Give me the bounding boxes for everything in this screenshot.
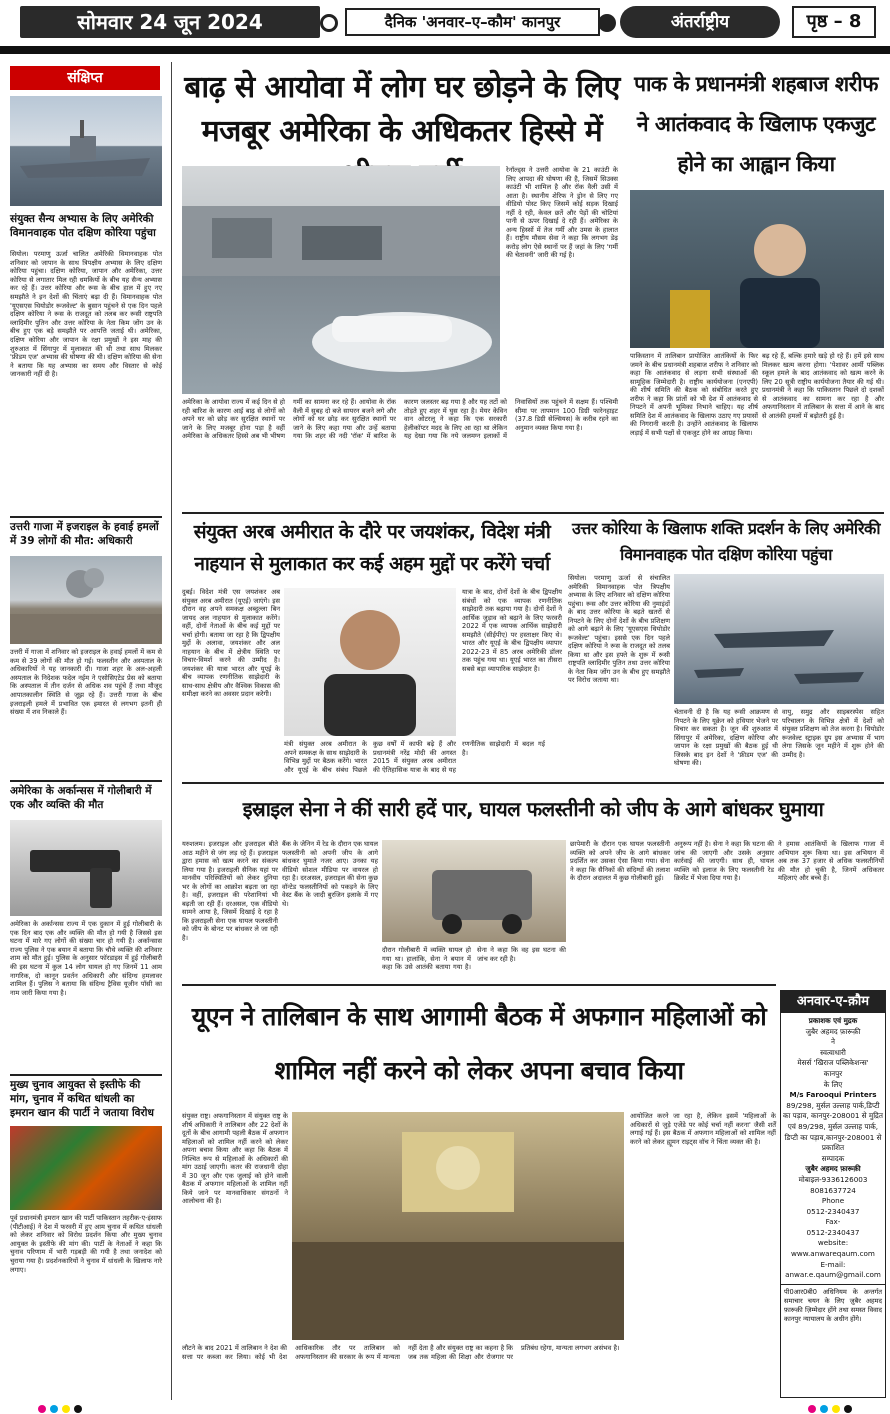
magenta-dot-icon	[808, 1405, 816, 1413]
briefs-label: संक्षिप्त	[10, 66, 160, 90]
article-body: आयोजित करने जा रहा है, लेकिन इसमें 'महिलाओं के अधिकारों से जुड़े एजेंडे पर कोई चर्चा नहीं करना' जैसी शर्तें लगाई गई हैं। इस बैठक में अफगान महिलाओं को शामिल नहीं करने को लेकर ह्यूमन राइट्स वॉच ने चिंता व्यक्त की है।	[630, 1112, 776, 1146]
imprint-line: Phone	[821, 1196, 845, 1206]
flood-photo	[182, 166, 500, 394]
divider	[10, 516, 162, 518]
imprint-line: के लिए	[823, 1079, 843, 1089]
carrier-photo	[674, 574, 884, 704]
divider	[182, 512, 884, 514]
imprint-lines	[781, 1013, 885, 1284]
imprint-box	[780, 990, 886, 1398]
warship-icon	[10, 96, 162, 206]
person-icon	[630, 190, 884, 348]
yellow-dot-icon	[832, 1405, 840, 1413]
cyan-dot-icon	[50, 1405, 58, 1413]
imprint-line: M/s Farooqui Printers	[789, 1090, 877, 1100]
imprint-title: अनवार-ए-क़ौम	[781, 991, 885, 1013]
article-body: रेनॉल्ड्स ने उत्तरी आयोवा के 21 काउंटी के लिए आपदा की घोषणा की है, जिसमें सिउक्स काउंटी भी शामिल है और रॉक वैली उसी में आता है। स्थानीय शेरिफ ने ड्रोन से लिए गए वीडियो पोस्ट किए जिसमें कोई सड़क दिखाई नहीं दे रही, केवल छतें और पेड़ों की चोटियां पानी से ऊपर दिखाई दे रही हैं। अमेरिका के अन्य हिस्सों में तेज गर्मी और उमस के हालात हैं। राष्ट्रीय मौसम सेवा ने कहा कि लगभग डेढ़ करोड़ लोग ऐसे स्थानों पर हैं जहां के लिए 'गर्मी की चेतावनी' जारी की गई है।	[506, 166, 618, 259]
article-body: दौरान गोलीबारी में व्यक्ति घायल हो गया था। हालांकि, सेना ने बयान में कहा कि उसे आतंकी बताया गया है। सेना ने कहा कि वह इस घटना की जांच कर रही है।	[382, 946, 566, 971]
brief-body: उत्तरी में गाजा में शनिवार को इजराइल के हवाई हमलों में कम से कम से 39 लोगों की मौत हो गई। फलस्तीन और अस्पताल के अधिकारियों ने यह जानकारी दी। गाजा शहर के अल-अहली अस्पताल के निदेशक फदेल नईम ने एसोसिएटेड प्रेस को बताया कि अस्पताल में तीन दर्जन से अधिक शव पहुंचे हैं तथा मौजूद आपातकालीन स्थिति से जूझ रहे हैं। उत्तरी गाजा के बीच इजराइली हमले में प्रभावित एक इमारत से लगभग इतनी ही संख्या में शव निकाले हैं।	[10, 648, 162, 717]
brief-body: अमेरिका के अर्कान्सस राज्य में एक दुकान में हुई गोलीबारी के एक दिन बाद एक और व्यक्ति की मौत हो गयी है जिससे इस घटना में मारे गए लोगों की संख्या चार हो गयी है। अर्कान्सास राज्य पुलिस ने एक बयान में बताया कि चौथे व्यक्ति की शनिवार शाम को मौत हुई। पुलिस के अनुसार फॉरडाइस में हुई गोलीबारी की इस घटना में कुल 14 लोग घायल हो गए जिनमें 11 आम नागरिक, दो कानून प्रवर्तन अधिकारी और संदिग्ध हमलावर शामिल हैं। पुलिस ने बताया कि संदिग्ध ट्रैविस यूजीन पॉसी का नाम जारी किया गया है।	[10, 920, 162, 997]
protest-photo	[10, 1126, 162, 1210]
headline-un: यूएन ने तालिबान के साथ आगामी बैठक में अफगान महिलाओं को शामिल नहीं करने को लेकर अपना बचाव किया	[191, 1002, 767, 1085]
imprint-line: मोबाइल-9336126003	[798, 1174, 868, 1184]
article-body: छापेमारी के दौरान एक घायल फलस्तीनी व्यक्ति को अपने जीप के आगे बांधकर प्रदर्शित कर उसका ऐसा किया गया। सेना ने कहा कि सैनिकों की संदिग्धों की तलाश के दौरान अदालत में कुछ गोलीबारी हुई।	[570, 840, 670, 882]
brief-headline: उत्तरी गाजा में इजराइल के हवाई हमलों में 39 लोगों की मौत: अधिकारी	[10, 521, 159, 547]
article-body: लौटने के बाद 2021 में तालिबान ने देश की सत्ता पर कब्जा कर लिया। कोई भी देश आधिकारिक तौर पर तालिबान को अफगानिस्तान की सरकार के रूप में मान्यता नहीं देता है और संयुक्त राष्ट्र का कहना है कि जब तक महिला की शिक्षा और रोजगार पर प्रतिबंध रहेगा, मान्यता लगभग असंभव है।	[182, 1344, 620, 1361]
article-body: दुबई। विदेश मंत्री एस जयशंकर अब संयुक्त अरब अमीरात (यूएई) जाएंगे। इस दौरान वह अपने समकक्ष अब्दुल्ला बिन जायद अल नाहयान से मुलाकात करेंगे। वहीं, दोनों नेताओं के बीच कई मुद्दों पर चर्चा होगी। बताया जा रहा है कि द्विपक्षीय मुद्दों के अलावा, जयशंकर और अल नाहयान के बीच में क्षेत्रीय स्थिति पर विचार-विमर्श करने की उम्मीद है। जयशंकर की यात्रा भारत और यूएई के बीच व्यापक रणनीतिक साझेदारी के साथ-साथ क्षेत्रीय और वैश्विक विकास की समीक्षा करने का अवसर प्रदान करेगी।	[182, 588, 280, 698]
pistol-icon	[10, 820, 162, 916]
circle-icon	[320, 14, 338, 32]
yellow-dot-icon	[62, 1405, 70, 1413]
imprint-line: anwar.e.qaum@gmail.com	[785, 1270, 881, 1280]
brief-body: पूर्व प्रधानमंत्री इमरान खान की पार्टी पाकिस्तान तहरीक-ए-इंसाफ (पीटीआई) ने देश में फरवरी में हुए आम चुनाव में कथित धांधली को लेकर शनिवार को विरोध प्रदर्शन किया और मुख्य चुनाव आयुक्त के इस्तीफे की मांग की। पार्टी के नेताओं ने कहा कि चुनाव परिणाम में भारी गड़बड़ी की गयी है तथा जनादेश को चुराया गया है। प्रदर्शनकारियों ने चुनाव में धांधली के खिलाफ नारे लगाए।	[10, 1214, 162, 1274]
imprint-line: जुबैर अहमद फ़ारूक़ी	[805, 1026, 861, 1036]
article-body: वायु, समुद्र और साइबरस्पेस सहित परिचालन के विभिन्न क्षेत्रों में देशों को संयुक्त प्रशिक्षण को तेज करना है। थियोडोर रूजवेल्ट स्ट्राइक ग्रुप इस अभ्यास में भाग लेगा जिसके जून महीने में शुरू होने की उम्मीद है।	[782, 708, 884, 759]
magenta-dot-icon	[38, 1405, 46, 1413]
headline-korea: उत्तर कोरिया के खिलाफ शक्ति प्रदर्शन के लिए अमेरिकी विमानवाहक पोत दक्षिण कोरिया पहुंचा	[572, 519, 880, 564]
article-body: मंत्री संयुक्त अरब अमीरात के अपने समकक्ष के साथ साझेदारी के विभिन्न मुद्दों पर बैठक करेंगे। भारत और यूएई के बीच संबंध पिछले कुछ वर्षों में काफी बढ़े हैं और प्रधानमंत्री नरेंद्र मोदी की अगस्त 2015 में संयुक्त अरब अमीरात की ऐतिहासिक यात्रा के बाद से यह रणनीतिक साझेदारी में बदल गई है।	[284, 740, 545, 774]
article-body: बढ़ रहे हैं, बल्कि हमारे खड़े हो रहे हैं। हमें इसे साथ मिलकर खत्म करना होगा। 'पेशावर आर्मी पब्लिक स्कूल हमले के बाद आतंकवाद को खत्म करने के लिए 20 सूत्री राष्ट्रीय कार्ययोजना तैयार की गई थी। प्रधानमंत्री ने कहा कि पाकिस्तान पिछले दो दशकों से आतंकवाद का सामना कर रहा है और अफगानिस्तान में तालिबान के सत्ता में आने के बाद से आतंकी हमलों में बढ़ोतरी हुई है।	[762, 352, 884, 420]
smoke-icon	[10, 556, 162, 644]
shehbaz-photo	[630, 190, 884, 348]
headline-pakistan: पाक के प्रधानमंत्री शहबाज शरीफ ने आतंकवाद के खिलाफ एकजुट होने का आह्वान किया	[634, 72, 878, 176]
article-body: ने हमास आतंकियों के खिलाफ गाजा में अभियान शुरू किया था। इस अभियान में अब तक 37 हजार से अधिक फलस्तीनियों की मौत हो चुकी है, जिनमें अधिकतर महिलाएं और बच्चे हैं।	[778, 840, 884, 882]
car-in-flood-icon	[182, 166, 500, 394]
divider	[10, 780, 162, 782]
article-body: यरुशलम। इजराइल और इजराइल बीते आठ महीने से जंग लड़ रहे हैं। इजराइल द्वारा हमास को खत्म करने का संकल्प लिया गया है। इजराइली सैनिक यहां पर मानवीय परिस्थितियों को लेकर दुनिया भर के लोगों का आक्रोश बढ़ता जा रहा है। वहीं, इजराइल की परेशानियां भी बढ़ती जा रही हैं। दरअसल, एक वीडियो सामने आया है, जिसमें दिखाई दे रहा है कि इजराइली सेना एक घायल फलस्तीनी को जीप के बोनट पर बांधकर ले जा रही है।	[182, 840, 278, 942]
imprint-line: जुबैर अहमद फ़ारूक़ी	[805, 1164, 861, 1174]
person-icon	[284, 588, 456, 736]
imprint-line: 0512-2340437	[806, 1206, 860, 1216]
assembly-hall-icon	[292, 1112, 624, 1340]
jeep-icon	[382, 840, 566, 942]
warship-photo	[10, 96, 162, 206]
gun-photo	[10, 820, 162, 916]
imprint-line: www.anwareqaum.com	[791, 1249, 875, 1259]
jaishankar-photo	[284, 588, 456, 736]
section-label: अंतर्राष्ट्रीय	[620, 6, 780, 38]
imprint-note: पी0आर0बी0 अधिनियम के अन्तर्गत समाचार चयन के लिए ज़ुबैर अहमद फ़ारूक़ी ज़िम्मेदार होंगे तथा समस्त विवाद कानपुर न्यायालय के अधीन होंगे।	[781, 1284, 885, 1327]
headline-iowa: बाढ़ से आयोवा में लोग घर छोड़ने के लिए मजबूर अमेरिका के अधिकतर हिस्से में	[184, 70, 620, 149]
divider	[182, 782, 884, 784]
article-body: अनुरूप नहीं है। सेना ने कहा कि घटना की जांच की जाएगी और उसके अनुसार कार्रवाई की जाएगी। साथ ही, घायल व्यक्ति को इलाज के लिए फलस्तीनी रेड क्रिसेंट में भेजा दिया गया है।	[674, 840, 774, 882]
imprint-line: कानपुर	[823, 1068, 843, 1078]
black-dot-icon	[74, 1405, 82, 1413]
brief-headline: मुख्य चुनाव आयुक्त से इस्तीफे की मांग, चुनाव में कथित धांधली का इमरान खान की पार्टी ने जताया विरोध	[10, 1079, 154, 1119]
article-body: चेतावनी दी है कि यह रूसी आक्रमण से निपटने के लिए यूक्रेन को हथियार भेजने पर विचार कर सकता है। जून की शुरुआत में सिंगापुर में अमेरिका, दक्षिण कोरिया और जापान के रक्षा प्रमुखों की बैठक हुई थी जिसके बाद इन देशों ने 'फ्रीडम एज' की घोषणा की।	[674, 708, 778, 767]
imprint-line: website:	[817, 1238, 849, 1248]
article-body: सियोल। परमाणु ऊर्जा से संचालित अमेरिकी विमानवाहक पोत त्रिपक्षीय अभ्यास के लिए शनिवार को दक्षिण कोरिया पहुंचा। रूस और उत्तर कोरिया की नुमाइंदों के बाद उत्तर कोरिया के बढ़ते खतरों से निपटने के लिए दोनों देशों के बीच प्रशिक्षण को आगे बढ़ाने के लिए 'यूएसएस थियोडोर रूजवेल्ट' पहुंचा। इससे एक दिन पहले दक्षिण कोरिया ने रूस के राजदूत को तलब किया था और इस हफ्ते के शुरू में रूसी राष्ट्रपति व्लादिमीर पुतिन तथा उत्तर कोरिया के नेता किम जोंग उन के बीच हुए समझौते पर विरोध जताया था।	[568, 574, 670, 684]
headline-jaishankar: संयुक्त अरब अमीरात के दौरे पर जयशंकर, विदेश मंत्री नाहयान से मुलाकात कर कई अहम मुद्दों पर करेंगे चर्चा	[193, 521, 551, 575]
masthead	[0, 0, 890, 46]
headline-israel: इस्राइल सेना ने कीं सारी हदें पार, घायल फलस्तीनी को जीप के आगे बांधकर घुमाया	[242, 797, 824, 821]
article-body: बैंक के जेनिन में रेड के दौरान एक घायल फलस्तीनी को अपनी जीप के आगे बांधकर घुमाते नजर आए। उनका यह वीडियो सोशल मीडिया पर वायरल हो रहा है। दरअसल, इजराइल की सेना कुछ वॉन्टेड फलस्तीनियों को पकड़ने के लिए वेस्ट बैंक के जादी बुरजिन इलाके में गए थे।	[282, 840, 378, 908]
imprint-line: ने	[831, 1037, 835, 1047]
article-body: संयुक्त राष्ट्र। अफगानिस्तान में संयुक्त राष्ट्र के शीर्ष अधिकारी ने तालिबान और 22 देशों के दूतों के बीच आगामी पहली बैठक में अफगान महिलाओं को शामिल नहीं करने को लेकर अपना बचाव किया और कहा कि बैठक में निश्चित रूप से महिलाओं के अधिकारों की मांग उठाई जाएगी। कतर की राजधानी दोहा में 30 जून और एक जुलाई को होने वाली बैठक में अफगान महिलाओं के शामिल नहीं किये जाने पर मानवाधिकार संगठनों ने आलोचना की है।	[182, 1112, 288, 1205]
divider	[10, 1074, 162, 1076]
brief-headline: अमेरिका के अर्कान्सस में गोलीबारी में एक और व्यक्ति की मौत	[10, 785, 152, 811]
un-assembly-photo	[292, 1112, 624, 1340]
brief-headline: संयुक्त सैन्य अभ्यास के लिए अमेरिकी विमानवाहक पोत दक्षिण कोरिया पहुंचा	[10, 213, 156, 239]
gaza-photo	[10, 556, 162, 644]
article-body: यात्रा के बाद, दोनों देशों के बीच द्विपक्षीय संबंधों को एक व्यापक रणनीतिक साझेदारी तक बढ़ाया गया है। दोनों देशों ने आर्थिक जुड़ाव को बढ़ाने के लिए फरवरी 2022 में एक व्यापक आर्थिक साझेदारी समझौते (सीईपीए) पर हस्ताक्षर किए थे। भारत और यूएई के बीच द्विपक्षीय व्यापार 2022-23 में 85 अरब अमेरिकी डॉलर तक पहुंच गया था। यूएई भारत का तीसरा सबसे बड़ा व्यापारिक साझेदार है।	[462, 588, 562, 673]
brief-body: सियोल। परमाणु ऊर्जा चालित अमेरिकी विमानवाहक पोत शनिवार को जापान के साथ त्रिपक्षीय अभ्यास के लिए दक्षिण कोरिया पहुंचा। दक्षिण कोरिया, जापान और अमेरिका, उत्तर कोरिया से लगातार मिल रही धमकियों के बीच यह सैन्य अभ्यास कर रहे हैं। उत्तर कोरिया और रूस के बीच हाल में हुए नए समझौते ने इन देशों की चिंताएं बढ़ा दी हैं। विमानवाहक पोत 'यूएसएस थियोडोर रूजवेल्ट' के बुसान पहुंचने से एक दिन पहले दक्षिण कोरिया ने रूस के राजदूत को तलब कर रूसी राष्ट्रपति व्लादिमीर पुतिन और उत्तर कोरिया के नेता किम जोंग उन के बीच हुए एक बड़े समझौते पर आपत्ति जताई थी। अमेरिका, दक्षिण कोरिया और जापान के रक्षा प्रमुखों ने इस माह की शुरुआत में सिंगापुर में मुलाकात की थी तथा साथ मिलकर 'फ्रीडम एज' अभ्यास की घोषणा की थी। दक्षिण कोरिया की सेना ने बताया कि यह अभ्यास का समय और विस्तार से कोई जानकारी नहीं दी है।	[10, 250, 162, 379]
ships-icon	[674, 574, 884, 704]
masthead-rule	[0, 46, 890, 54]
imprint-line: 8081637724	[810, 1185, 856, 1195]
issue-date: सोमवार 24 जून 2024	[20, 6, 320, 38]
imprint-line: स्वत्वाधारी	[820, 1047, 846, 1057]
cyan-dot-icon	[820, 1405, 828, 1413]
imprint-line: मेसर्स 'खिराज पब्लिकेशन्स'	[797, 1058, 869, 1068]
divider	[182, 984, 776, 986]
imprint-line: Fax-	[825, 1217, 841, 1227]
article-body: पाकिस्तान में तालिबान प्रायोजित आतंकियों के फिर जमने के बीच प्रधानमंत्री शहबाज शरीफ ने शनिवार को कहा कि आतंकवाद से लड़ना सभी संस्थाओं की सामूहिक जिम्मेदारी है। राष्ट्रीय कार्ययोजना (एनएपी) की शीर्ष समिति की बैठक को संबोधित करते हुए शरीफ ने कहा कि प्रांतों को भी देश में आतंकवाद से निपटने में अपनी भूमिका निभाने चाहिए। यह शीर्ष समिति देश में आतंकवाद के खिलाफ उठाए गए प्रयासों की निगरानी करती है। उन्होंने आतंकवाद के खिलाफ लड़ाई में सभी पक्षों से एकजुट होने का आग्रह किया।	[630, 352, 758, 437]
imprint-line: E-mail:	[820, 1259, 846, 1269]
imprint-line: 89/298, मुर्सल उल्लाह पार्क,डिप्टी का पड़ाव, कानपुर-208001 से मुद्रित एवं 89/298, मुर्सल उल्लाह पार्क, डिप्टी का पड़ाव,कानपुर-208001 से प्रकाशित	[783, 1100, 883, 1153]
paper-name: दैनिक 'अनवार–ए–कौम' कानपुर	[345, 8, 600, 36]
article-body: अमेरिका के आयोवा राज्य में कई दिन से हो रही बारिश के कारण आई बाढ़ से लोगों को अपने घर को छोड़ कर सुरक्षित स्थानों पर जाने के लिए मजबूर होना पड़ा है वहीं अमेरिका के अधिकतर हिस्से अब भी भीषण गर्मी का सामना कर रहे हैं। आयोवा के रॉक वैली में सुबह दो बजे सायरन बजने लगे और लोगों को घर छोड़ कर सुरक्षित स्थानों पर जाने के लिए कहा गया और उन्हें बताया गया कि शहर की नदी 'रॉक' में बारिश के कारण जलस्तर बढ़ गया है और यह तटों को तोड़ते हुए शहर में घुस रहा है। मेयर केविन वान ओटरलू ने कहा कि एक सरकारी हेलीकॉप्टर मदद के लिए आ रहा था लेकिन यह देखा गया कि नये जलमग्न इलाकों में निवासियों तक पहुंचने में सक्षम हैं। पश्चिमी सीमा पर तापमान 100 डिग्री फारेनहाइट (37.8 डिग्री सेल्सियस) के करीब रहने का अनुमान व्यक्त किया गया है।	[182, 398, 618, 440]
registration-marks	[0, 1402, 890, 1414]
imprint-line: प्रकाशक एवं मुद्रक	[808, 1016, 858, 1025]
jeep-photo	[382, 840, 566, 942]
circle-icon	[598, 14, 616, 32]
imprint-line: 0512-2340437	[806, 1227, 860, 1237]
black-dot-icon	[844, 1405, 852, 1413]
imprint-line: सम्पादक	[821, 1153, 845, 1163]
page-number: पृष्ठ – 8	[792, 6, 876, 38]
